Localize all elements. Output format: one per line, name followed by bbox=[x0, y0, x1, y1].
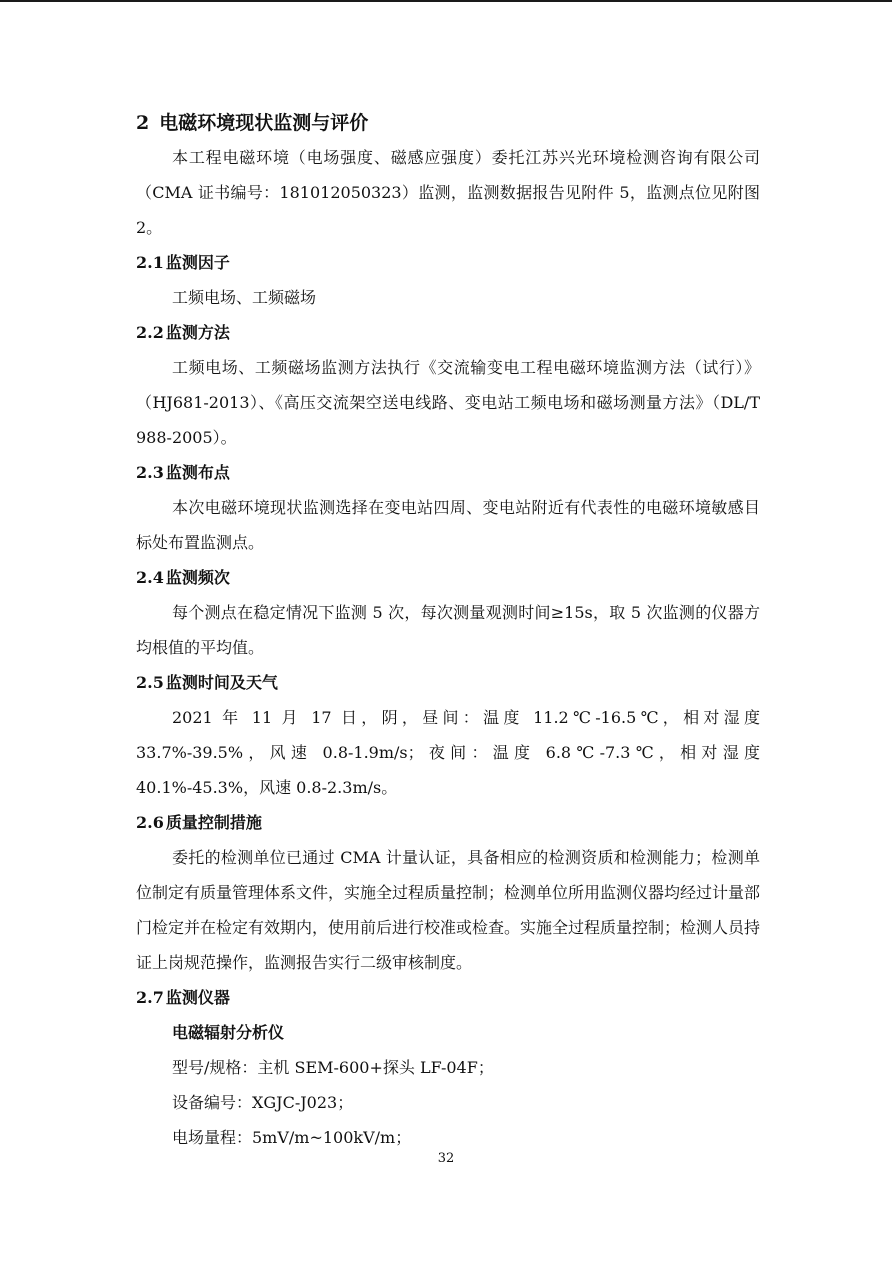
subsection-paragraph-2-4: 每个测点在稳定情况下监测 5 次，每次测量观测时间≥15s，取 5 次监测的仪器方均根值的平均值。 bbox=[136, 603, 760, 657]
section-title: 电磁环境现状监测与评价 bbox=[159, 112, 369, 134]
subsection-heading-2-1 bbox=[136, 245, 760, 280]
instrument-range: 电场量程：5mV/m~100kV/m； bbox=[172, 1128, 412, 1147]
subsection-heading-2-5 bbox=[136, 665, 760, 700]
subsection-paragraph-2-6: 委托的检测单位已通过 CMA 计量认证，具备相应的检测资质和检测能力；检测单位制定有质量管理体系文件，实施全过程质量控制；检测单位所用监测仪器均经过计量部门检定并在检定有效期内，使用前后进行校准或检查。实施全过程质量控制；检测人员持证上岗规范操作，监测报告实行二级审核制度。 bbox=[136, 848, 761, 972]
subsection-number: 2.6 bbox=[136, 813, 164, 832]
subsection-title: 监测方法 bbox=[165, 323, 230, 342]
subsection-heading-2-3 bbox=[136, 455, 760, 490]
subsection-number: 2.7 bbox=[136, 988, 164, 1007]
subsection-title: 监测仪器 bbox=[165, 988, 230, 1007]
subsection-title: 监测时间及天气 bbox=[165, 673, 278, 692]
subsection-paragraph-2-1: 工频电场、工频磁场 bbox=[172, 288, 317, 307]
subsection-paragraph-2-2: 工频电场、工频磁场监测方法执行《交流输变电工程电磁环境监测方法（试行）》（HJ681-2013）、《高压交流架空送电线路、变电站工频电场和磁场测量方法》（DL/T 988-2005）。 bbox=[136, 358, 760, 447]
subsection-heading-2-2 bbox=[136, 315, 760, 350]
instrument-name: 电磁辐射分析仪 bbox=[172, 1023, 285, 1042]
subsection-heading-2-7 bbox=[136, 980, 760, 1015]
subsection-title: 监测频次 bbox=[165, 568, 230, 587]
section-intro-paragraph: 本工程电磁环境（电场强度、磁感应强度）委托江苏兴光环境检测咨询有限公司（CMA 证书编号：181012050323）监测，监测数据报告见附件 5，监测点位见附图 2。 bbox=[136, 148, 760, 237]
instrument-model: 型号/规格：主机 SEM-600+探头 LF-04F； bbox=[172, 1058, 494, 1077]
subsection-heading-2-4 bbox=[136, 560, 760, 595]
subsection-title: 监测布点 bbox=[165, 463, 230, 482]
subsection-number: 2.4 bbox=[136, 568, 164, 587]
subsection-paragraph-2-3: 本次电磁环境现状监测选择在变电站四周、变电站附近有代表性的电磁环境敏感目标处布置监测点。 bbox=[136, 498, 760, 552]
subsection-number: 2.5 bbox=[136, 673, 164, 692]
section-number: 2 bbox=[136, 112, 150, 134]
section-heading bbox=[136, 106, 760, 140]
document-page bbox=[136, 106, 760, 1155]
page-top-border bbox=[0, 0, 892, 2]
subsection-heading-2-6 bbox=[136, 805, 760, 840]
subsection-number: 2.1 bbox=[136, 253, 164, 272]
subsection-paragraph-2-5: 2021 年 11 月 17 日，阴，昼间：温度 11.2℃-16.5℃，相对湿度 33.7%-39.5%，风速 0.8-1.9m/s；夜间：温度 6.8℃-7.3℃，相对湿度 40.1%-45.3%，风速 0.8-2.3m/s。 bbox=[136, 708, 760, 797]
page-number: 32 bbox=[437, 1151, 455, 1166]
subsection-number: 2.2 bbox=[136, 323, 164, 342]
subsection-number: 2.3 bbox=[136, 463, 164, 482]
subsection-title: 监测因子 bbox=[165, 253, 230, 272]
subsection-title: 质量控制措施 bbox=[165, 813, 262, 832]
instrument-device-id: 设备编号：XGJC-J023； bbox=[172, 1093, 354, 1112]
